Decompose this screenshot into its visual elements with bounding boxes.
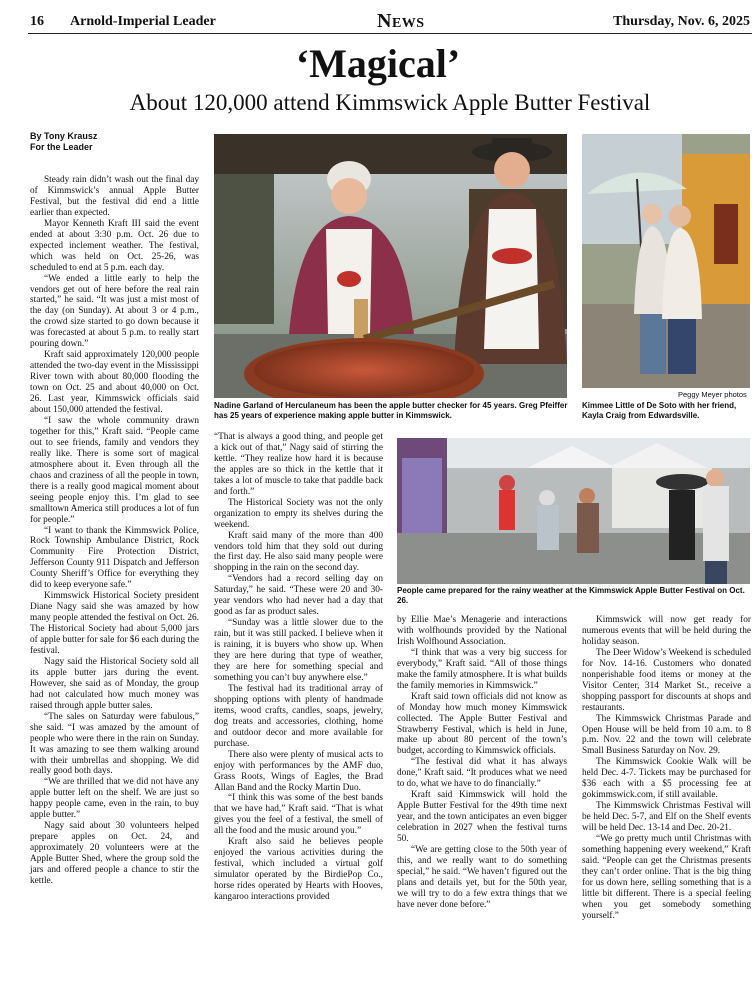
photo2-caption: Kimmee Little of De Soto with her friend, Kayla Craig from Edwardsville.: [582, 401, 737, 420]
article-column-2: [214, 432, 383, 903]
article-paragraph: The Kimmswick Cookie Walk will be held Dec. 4-7. Tickets may be purchased for $36 each with a $5 processing fee at gokimmswick.com, if still available.: [582, 757, 751, 801]
article-paragraph: “We ended a little early to help the vendors get out of here before the real rain started,” he said. “It was just a mist most of the day (on Sunday). At about 3 or 4 p.m., the crowd size started to go down because it was forecasted at about 5 p.m. to really start pouring down.”: [30, 273, 199, 350]
subheadline: About 120,000 attend Kimmswick Apple Butter Festival: [129, 90, 651, 115]
photo-crowd-illustration: [397, 438, 750, 584]
issue-date: Thursday, Nov. 6, 2025: [613, 14, 750, 29]
article-paragraph: The Historical Society was not the only organization to empty its shelves during the weekend.: [214, 497, 383, 530]
article-paragraph: “I think that was a very big success for everybody,” Kraft said. “All of those things make the family atmosphere. It is what builds the family memories in Kimmswick.”: [397, 647, 567, 691]
article-paragraph: Kimmswick will now get ready for numerous events that will be held during the holiday season.: [582, 615, 751, 647]
article-paragraph: The Kimmswick Christmas Parade and Open House will be held from 10 a.m. to 8 p.m. Nov. 22 and the town will celebrate Small Business Saturday on Nov. 29.: [582, 713, 751, 757]
article-paragraph: “That is always a good thing, and people get a kick out of that,” Nagy said of stirring the kettle. “They realize how hard it is because the apples are so thick in the kettle that it takes a lot of muscle to take that paddle back and forth.”: [214, 432, 383, 497]
article-paragraph: Nagy said the Historical Society sold all its apple butter jars during the event. However, she said as of Monday, the group had not calculated how much money was raised through apple butter sales.: [30, 656, 199, 711]
article-paragraph: “I saw the whole community drawn together for this,” Kraft said. “People came out to see friends, family and vendors they really like. There is some sort of magical atmosphere about it. Even through all the chaos and craziness of all the people in town, there is a really good magical moment about seeing people enjoy this. I’m glad to see smalltown America still produces a lot of fun for people.”: [30, 415, 199, 525]
article-paragraph: “Sunday was a little slower due to the rain, but it was still packed. I believe when it is raining, it is buyers who show up. When they are here during that type of weather, they are here for something special and something you can’t buy anywhere else.”: [214, 618, 383, 683]
article-paragraph: “We are thrilled that we did not have any apple butter left on the shelf. We are just so happy people came, even in the rain, to buy apple butter.”: [30, 777, 199, 821]
publication-name: Arnold-Imperial Leader: [70, 14, 216, 29]
headline: ‘Magical’: [295, 41, 461, 86]
photo-rainy-crowd: [397, 438, 750, 584]
article-paragraph: “Vendors had a record selling day on Saturday,” he said. “These were 20 and 30-year vendors who had never had a day that good as far as product sales.: [214, 574, 383, 618]
article-column-1: [30, 131, 199, 887]
article-paragraph: Kimmswick Historical Society president Diane Nagy said she was amazed by how many people attended the festival on Oct. 26. The Historical Society had about 5,000 jars of apple butter for sale for $6 each during the festival.: [30, 591, 199, 656]
article-paragraph: by Ellie Mae’s Menagerie and interactions with wolfhounds provided by the National Irish Wolfhound Association.: [397, 615, 567, 647]
article-paragraph: Nagy said about 30 volunteers helped prepare apples on Oct. 24, and approximately 20 volunteers were at the Apple Butter Shed, where the group sold the jars and offered people a chance to stir the kettle.: [30, 821, 199, 886]
byline-role: For the Leader: [30, 142, 93, 152]
article-paragraph: The festival had its traditional array of shopping options with plenty of handmade items, wood crafts, candles, soaps, jewelry, dog treats and accessories, clothing, home and outdoor decor and more available for purchase.: [214, 683, 383, 749]
article-paragraph: “We go pretty much until Christmas with something happening every weekend,” Kraft said. “People can get the Christmas presents they can’t order online. That is the big thing for us down here, selling something that is a little bit different. There is a special feeling when you get somebody something yourself.”: [582, 834, 751, 921]
article-paragraph: Kraft said many of the more than 400 vendors told him that they sold out during the first day. He also said many people were shopping in the rain on the second day.: [214, 530, 383, 574]
photo-credit: Peggy Meyer photos: [678, 390, 747, 399]
article-column-3: [397, 615, 567, 911]
article-paragraph: “The festival did what it has always done,” Kraft said. “It produces what we need to do, what we have to do financially.”: [397, 757, 567, 790]
page-number: 16: [30, 14, 44, 29]
header-rule: [28, 33, 752, 34]
article-paragraph: The Kimmswick Christmas Festival will be held Dec. 5-7, and Elf on the Shelf events will be held Dec. 13-14 and Dec. 20-21.: [582, 801, 751, 834]
article-paragraph: Kraft said Kimmswick will hold the Apple Butter Festival for the 49th time next year, and the town anticipates an even bigger celebration in 2027 when the festival turns 50.: [397, 790, 567, 845]
article-paragraph: Steady rain didn’t wash out the final day of Kimmswick’s annual Apple Butter Festival, but the festival did end a little earlier than expected.: [30, 175, 199, 218]
photo-friends-umbrella: [582, 134, 750, 388]
article-column-4: [582, 615, 751, 922]
article-paragraph: “The sales on Saturday were fabulous,” she said. “I was amazed by the amount of people who were there in the rain on Sunday. It was amazing to see them walking around with their umbrellas and shopping. We did really good both days.: [30, 711, 199, 777]
article-paragraph: The Deer Widow’s Weekend is scheduled for Nov. 14-16. Customers who donated nonperishable food items or money at the Visitor Center, 314 Market St., receive a shopping passport for discounts at shops and restaurants.: [582, 647, 751, 713]
page-header: [0, 8, 756, 34]
byline-author: By Tony Krausz: [30, 131, 98, 141]
section-name: News: [377, 10, 425, 32]
photo-kettle-illustration: [214, 134, 567, 398]
photo-apple-butter-kettle: [214, 134, 567, 398]
article-paragraph: Kraft said approximately 120,000 people attended the two-day event in the Mississippi River town with about 80,000 flooding the town on Oct. 25 and about 40,000 on Oct. 26. Last year, Kimmswick officials said about 150,000 attended the festival.: [30, 350, 199, 416]
byline: [30, 131, 199, 153]
photo1-caption: Nadine Garland of Herculaneum has been the apple butter checker for 45 years. Greg Pfeiffer has 25 years of experience making apple butter in Kimmswick.: [214, 401, 568, 420]
article-paragraph: “I think this was some of the best bands that we have had,” Kraft said. “That is what gives you the feel of a festival, the smell of all the food and the music around you.”: [214, 793, 383, 837]
article-paragraph: Mayor Kenneth Kraft III said the event ended at about 3:30 p.m. Oct. 26 due to expected inclement weather. The festival, which was held on Oct. 25-26, was scheduled to end at 5 p.m. each day.: [30, 218, 199, 273]
photo-friends-illustration: [582, 134, 750, 388]
article-paragraph: “I want to thank the Kimmswick Police, Rock Township Ambulance District, Rock Community Fire Protection District, Jefferson County 911 Dispatch and Jefferson County Sheriff’s Office for everything they did to keep everyone safe.”: [30, 525, 199, 591]
article-paragraph: Kraft also said he believes people enjoyed the various activities during the festival, which included a virtual golf simulator operated by the BirdiePop Co., horse rides operated by Hearts with Hooves, kangaroo interactions provided: [214, 837, 383, 903]
article-paragraph: Kraft said town officials did not know as of Monday how much money Kimmswick collected. The Apple Butter Festival and Strawberry Festival, which is held in June, make up about 80 percent of the town’s budget, according to Kimmswick officials.: [397, 691, 567, 757]
photo3-caption: People came prepared for the rainy weather at the Kimmswick Apple Butter Festival on Oct. 26.: [397, 586, 745, 605]
article-paragraph: “We are getting close to the 50th year of this, and we really want to do something special,” he said. “We haven’t figured out the plans and details yet, but for the 50th year, we will try to do a few extra things that we have never done before.”: [397, 845, 567, 910]
article-paragraph: There also were plenty of musical acts to enjoy with performances by the AMF duo, Grass Roots, Wings of Eagles, the Brad Allan Band and the Rocky Martin Duo.: [214, 749, 383, 793]
